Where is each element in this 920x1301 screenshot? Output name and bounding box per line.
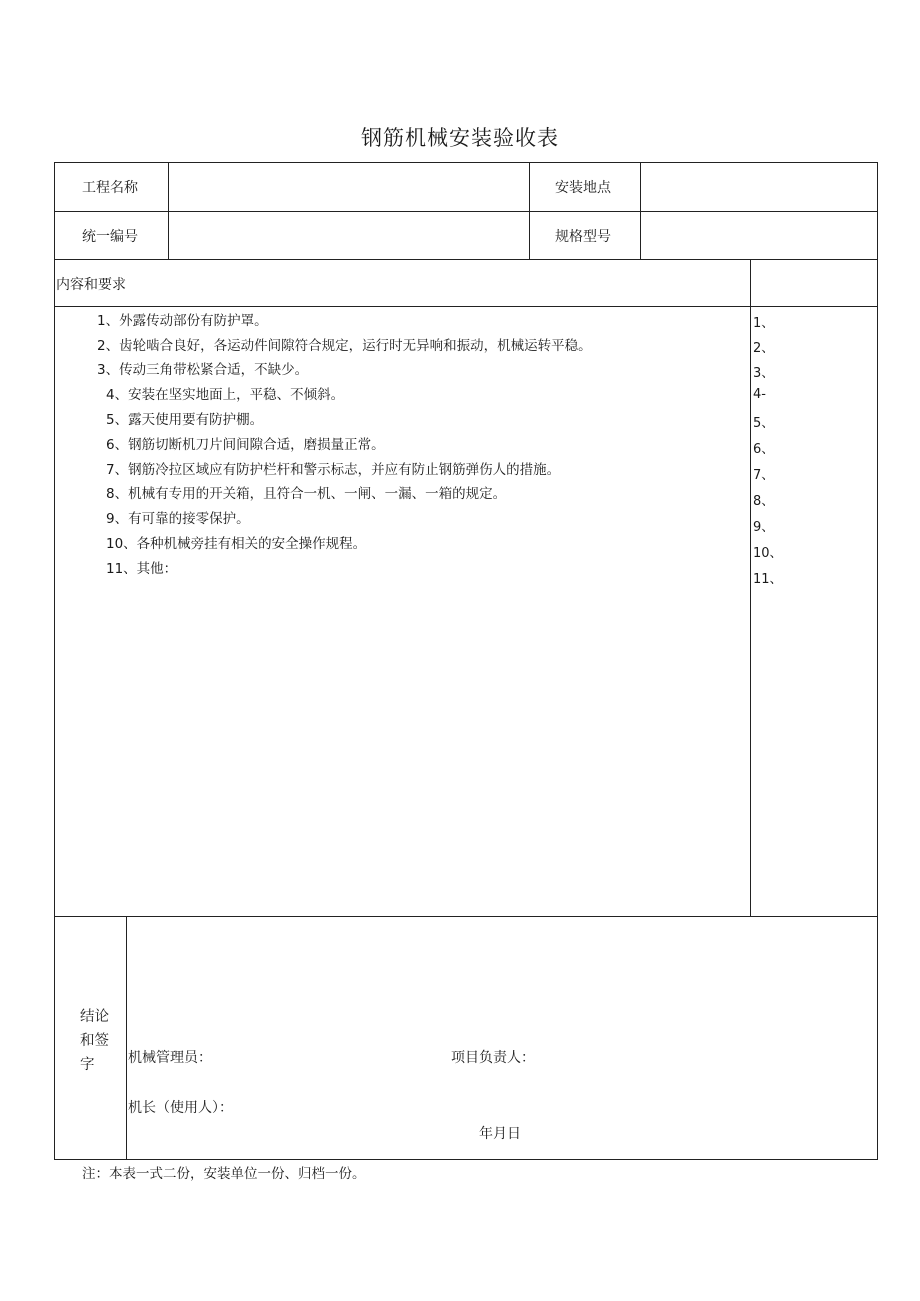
- requirement-item: 6、钢筋切断机刀片间间隙合适，磨损量正常。: [106, 437, 385, 453]
- check-number: 9、: [753, 520, 775, 535]
- date-label: 年月日: [479, 1126, 521, 1142]
- operator-label: 机长（使用人）：: [128, 1100, 233, 1116]
- machine-manager-label: 机械管理员：: [128, 1050, 212, 1066]
- content-section-label: 内容和要求: [56, 277, 126, 293]
- requirement-item: 10、各种机械旁挂有相关的安全操作规程。: [106, 536, 367, 552]
- requirement-item: 8、机械有专用的开关箱，且符合一机、一闸、一漏、一箱的规定。: [106, 486, 507, 502]
- project-name-label: 工程名称: [82, 180, 138, 196]
- check-number: 10、: [753, 546, 783, 561]
- check-number: 11、: [753, 572, 783, 587]
- requirement-item: 2、齿轮啮合良好，各运动件间隙符合规定，运行时无异响和振动，机械运转平稳。: [97, 338, 592, 354]
- model-spec-value[interactable]: [641, 212, 877, 259]
- requirement-item: 11、其他：: [106, 561, 178, 577]
- check-number: 7、: [753, 468, 775, 483]
- requirement-item: 5、露天使用要有防护棚。: [106, 412, 264, 428]
- check-number: 1、: [753, 316, 775, 331]
- footnote: 注：本表一式二份，安装单位一份、归档一份。: [82, 1166, 366, 1182]
- requirement-item: 9、有可靠的接零保护。: [106, 511, 250, 527]
- project-leader-label: 项目负责人：: [451, 1050, 535, 1066]
- page-title: 钢筋机械安装验收表: [361, 126, 559, 150]
- project-name-value[interactable]: [169, 163, 529, 211]
- requirement-item: 3、传动三角带松紧合适，不缺少。: [97, 362, 309, 378]
- check-number: 3、: [753, 366, 775, 381]
- install-location-label: 安装地点: [555, 180, 611, 196]
- requirement-item: 7、钢筋冷拉区域应有防护栏杆和警示标志，并应有防止钢筋弹伤人的措施。: [106, 462, 561, 478]
- unified-number-label: 统一编号: [82, 229, 138, 245]
- check-number: 5、: [753, 416, 775, 431]
- check-number: 4-: [753, 387, 766, 402]
- requirement-item: 4、安装在坚实地面上，平稳、不倾斜。: [106, 387, 345, 403]
- requirement-item: 1、外露传动部份有防护罩。: [97, 313, 268, 329]
- conclusion-label: 结论 和签 字: [80, 1009, 109, 1073]
- check-number: 8、: [753, 494, 775, 509]
- install-location-value[interactable]: [641, 163, 877, 211]
- check-number: 6、: [753, 442, 775, 457]
- model-spec-label: 规格型号: [555, 229, 611, 245]
- check-number: 2、: [753, 341, 775, 356]
- unified-number-value[interactable]: [169, 212, 529, 259]
